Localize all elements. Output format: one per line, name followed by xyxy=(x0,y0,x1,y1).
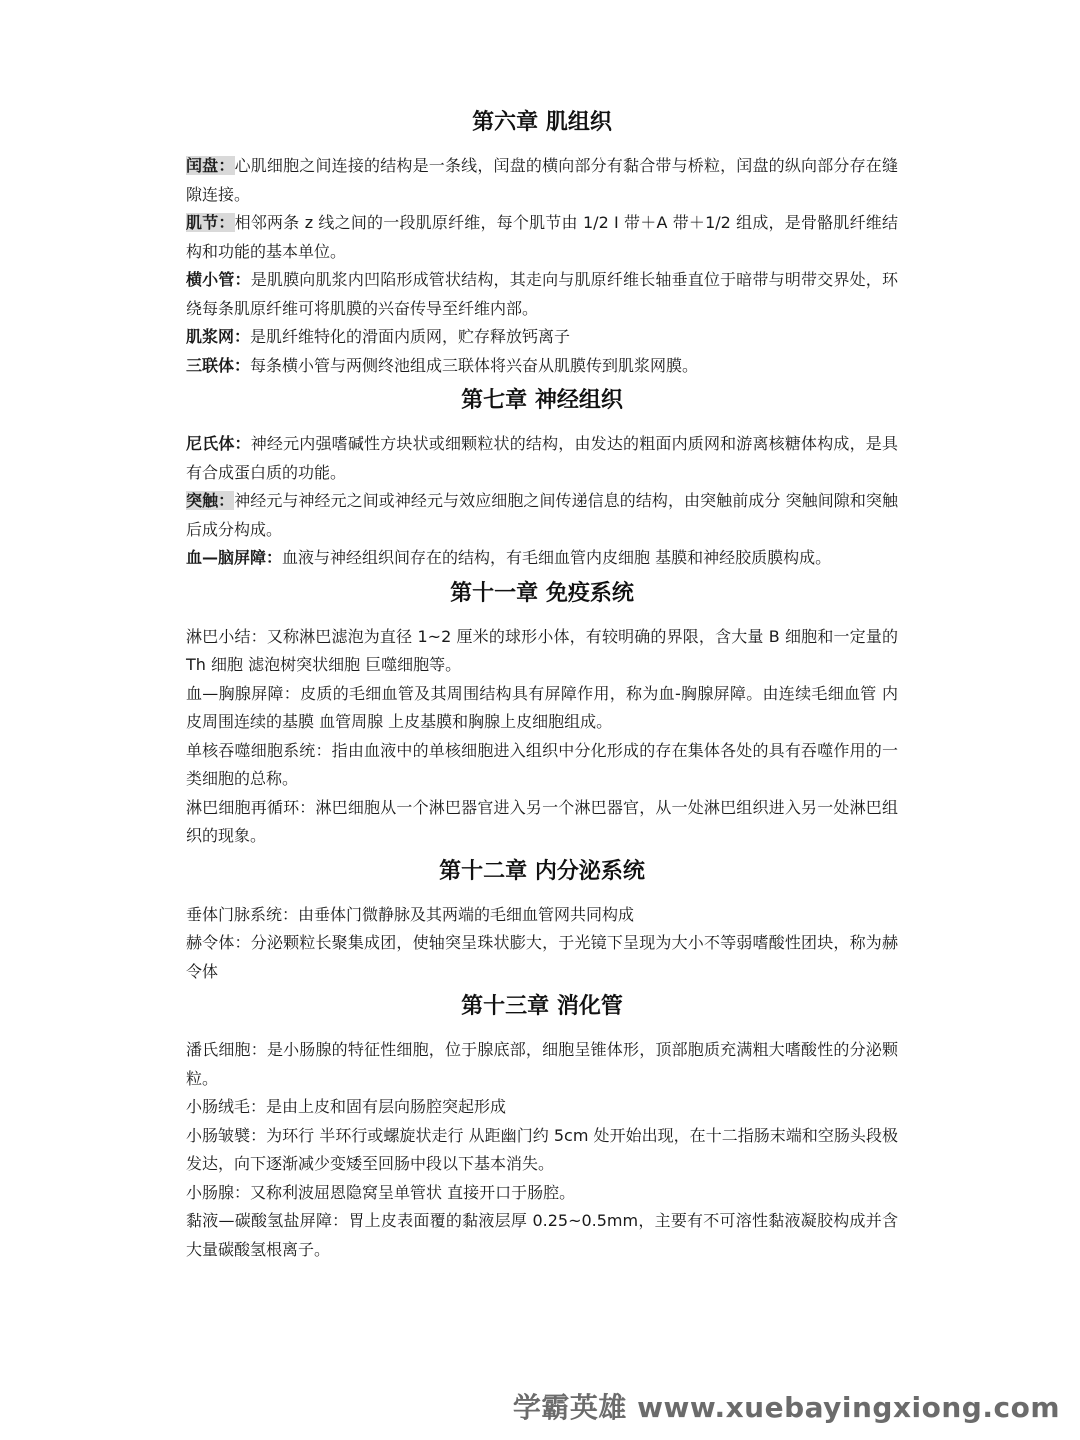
definition-text: 又称淋巴滤泡为直径 1~2 厘米的球形小体，有较明确的界限，含大量 B 细胞和一定量的 Th 细胞 滤泡树突状细胞 巨噬细胞等。 xyxy=(186,626,898,674)
definition-text: 心肌细胞之间连接的结构是一条线，闰盘的横向部分有黏合带与桥粒，闰盘的纵向部分存在缝隙连接。 xyxy=(186,156,898,204)
definition-term: 三联体： xyxy=(186,355,251,375)
definition-entry xyxy=(186,901,898,930)
definition-entry xyxy=(186,623,898,680)
chapter-title: 第七章 神经组织 xyxy=(461,388,623,413)
definition-entry xyxy=(186,1093,898,1122)
definition-text: 血液与神经组织间存在的结构，有毛细血管内皮细胞 基膜和神经胶质膜构成。 xyxy=(282,548,832,567)
definition-entry xyxy=(186,487,898,544)
definition-entry xyxy=(186,929,898,986)
definition-text: 皮质的毛细血管及其周围结构具有屏障作用，称为血-胸腺屏障。由连续毛细血管 内皮周围连续的基膜 血管周腺 上皮基膜和胸腺上皮细胞组成。 xyxy=(186,683,898,731)
definition-text: 又称利波屈恩隐窝呈单管状 直接开口于肠腔。 xyxy=(250,1182,576,1202)
definition-entry xyxy=(186,1036,898,1093)
definition-term: 黏液—碳酸氢盐屏障： xyxy=(186,1211,349,1230)
definition-term: 垂体门脉系统： xyxy=(186,904,299,924)
definition-text: 相邻两条 z 线之间的一段肌原纤维，每个肌节由 1/2 I 带＋A 带＋1/2 组成，是骨骼肌纤维结构和功能的基本单位。 xyxy=(186,213,898,261)
definition-entry xyxy=(186,323,898,352)
definition-entry xyxy=(186,680,898,737)
definition-term: 闰盘： xyxy=(186,156,235,175)
definition-text: 为环行 半环行或螺旋状走行 从距幽门约 5cm 处开始出现，在十二指肠末端和空肠头段极发达，向下逐渐减少变矮至回肠中段以下基本消失。 xyxy=(186,1125,898,1173)
definition-text: 由垂体门微静脉及其两端的毛细血管网共同构成 xyxy=(298,904,635,924)
definition-text: 是由上皮和固有层向肠腔突起形成 xyxy=(266,1097,507,1116)
definition-entry xyxy=(186,794,898,851)
chapter-11 xyxy=(186,579,898,851)
definition-term: 淋巴细胞再循环： xyxy=(186,797,316,817)
definition-term: 淋巴小结： xyxy=(186,626,267,646)
definition-text: 胃上皮表面覆的黏液层厚 0.25~0.5mm，主要有不可溶性黏液凝胶构成并含大量碳酸氢根离子。 xyxy=(186,1211,898,1259)
definition-entry xyxy=(186,266,898,323)
site-watermark: 学霸英雄 www.xuebayingxiong.com xyxy=(512,1391,1060,1424)
definition-term: 肌节： xyxy=(186,213,235,232)
definition-entry xyxy=(186,430,898,487)
definition-term: 突触： xyxy=(186,491,235,510)
definition-text: 是肌纤维特化的滑面内质网，贮存释放钙离子 xyxy=(250,327,571,346)
chapter-13 xyxy=(186,992,898,1264)
document-page xyxy=(186,108,898,1264)
chapter-title: 第十一章 免疫系统 xyxy=(450,580,634,606)
definition-entry xyxy=(186,152,898,209)
definition-text: 分泌颗粒长聚集成团，使轴突呈珠状膨大，于光镜下呈现为大小不等弱嗜酸性团块，称为赫令体 xyxy=(186,933,898,981)
definition-entry xyxy=(186,737,898,794)
definition-text: 神经元与神经元之间或神经元与效应细胞之间传递信息的结构，由突触前成分 突触间隙和突触后成分构成。 xyxy=(186,491,898,539)
definition-term: 尼氏体： xyxy=(186,434,251,453)
definition-term: 赫令体： xyxy=(186,933,251,952)
definition-term: 单核吞噬细胞系统： xyxy=(186,740,332,760)
definition-term: 小肠腺： xyxy=(186,1182,251,1202)
definition-term: 血—胸腺屏障： xyxy=(186,683,301,703)
definition-text: 是肌膜向肌浆内凹陷形成管状结构，其走向与肌原纤维长轴垂直位于暗带与明带交界处，环绕每条肌原纤维可将肌膜的兴奋传导至纤维内部。 xyxy=(186,270,898,318)
chapter-title: 第十三章 消化管 xyxy=(461,994,623,1019)
chapter-7 xyxy=(186,386,898,573)
definition-term: 小肠皱襞： xyxy=(186,1125,267,1145)
definition-term: 小肠绒毛： xyxy=(186,1097,267,1116)
definition-entry xyxy=(186,209,898,266)
definition-text: 是小肠腺的特征性细胞，位于腺底部，细胞呈锥体形，顶部胞质充满粗大嗜酸性的分泌颗粒。 xyxy=(186,1040,898,1088)
definition-term: 横小管： xyxy=(186,270,251,289)
chapter-6 xyxy=(186,108,898,380)
definition-term: 潘氏细胞： xyxy=(186,1040,267,1059)
definition-entry xyxy=(186,1122,898,1179)
definition-text: 淋巴细胞从一个淋巴器官进入另一个淋巴器官，从一处淋巴组织进入另一处淋巴组织的现象。 xyxy=(186,797,898,845)
definition-term: 肌浆网： xyxy=(186,327,251,346)
chapter-title: 第十二章 内分泌系统 xyxy=(439,858,645,884)
definition-entry xyxy=(186,1207,898,1264)
definition-text: 神经元内强嗜碱性方块状或细颗粒状的结构，由发达的粗面内质网和游离核糖体构成，是具有合成蛋白质的功能。 xyxy=(186,434,898,482)
definition-entry xyxy=(186,352,898,381)
chapter-title: 第六章 肌组织 xyxy=(472,110,612,135)
definition-text: 每条横小管与两侧终池组成三联体将兴奋从肌膜传到肌浆网膜。 xyxy=(250,355,699,375)
definition-entry xyxy=(186,1179,898,1208)
chapter-12 xyxy=(186,857,898,987)
definition-entry xyxy=(186,544,898,573)
definition-text: 指由血液中的单核细胞进入组织中分化形成的存在集体各处的具有吞噬作用的一类细胞的总称。 xyxy=(186,740,898,788)
definition-term: 血—脑屏障： xyxy=(186,548,283,567)
